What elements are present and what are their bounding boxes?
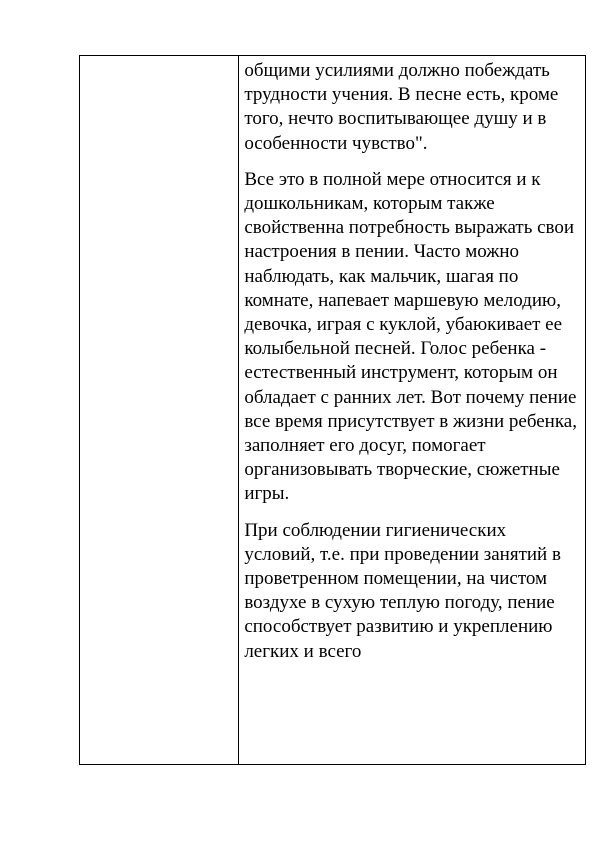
paragraph-3: При соблюдении гигиенических условий, т.е. при проведении занятий в проветренном помещении, на чистом воздухе в сухую теплую погоду, пение способствует развитию и укреплению легких и всего <box>244 519 561 662</box>
document-table <box>79 55 586 765</box>
table-row <box>80 56 586 765</box>
table-cell-left <box>80 56 239 765</box>
paragraph-1: общими усилиями должно побеждать трудности учения. В песне есть, кроме того, нечто воспитывающее душу и в особенности чувство". <box>244 60 559 154</box>
table-cell-right <box>239 56 586 765</box>
paragraph-2: Все это в полной мере относится и к дошкольникам, которым также свойственна потребность выражать свои настроения в пении. Часто можно наблюдать, как мальчик, шагая по комнате, напевает маршевую мелодию, девочка, играя с куклой, убаюкивает ее колыбельной песней. Голос ребенка - естественный инструмент, которым он обладает с ранних лет. Вот почему пение все время присутствует в жизни ребенка, заполняет его досуг, помогает организовывать творческие, сюжетные игры. <box>244 168 577 505</box>
